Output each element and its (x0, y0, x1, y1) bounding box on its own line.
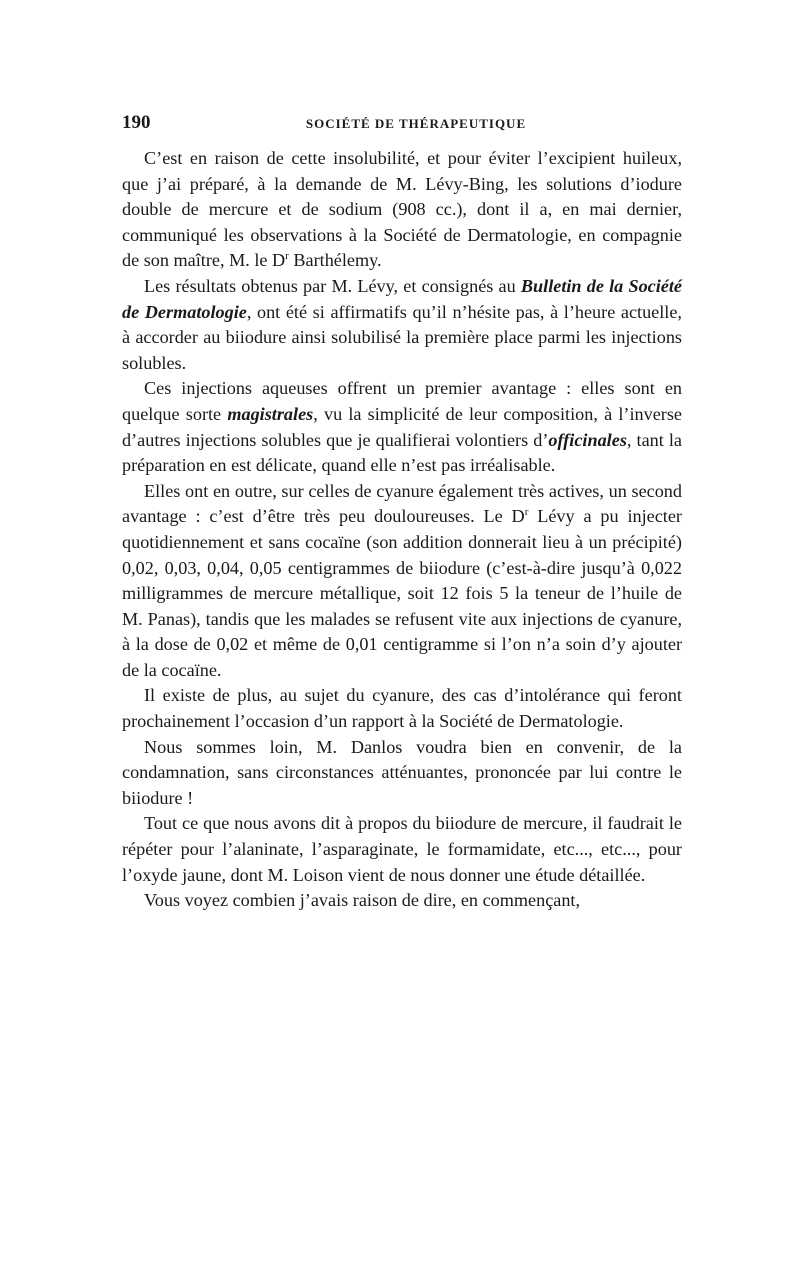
paragraph-2-text-a: Les résultats obtenus par M. Lévy, et consignés au (144, 275, 521, 296)
paragraph-4 (122, 479, 682, 684)
paragraph-1-end: Barthélemy. (288, 250, 382, 271)
body-text (122, 146, 682, 914)
page-number: 190 (122, 112, 151, 133)
running-title: SOCIÉTÉ DE THÉRAPEUTIQUE (305, 116, 527, 131)
superscript: r (524, 506, 529, 519)
paragraph-3-text-a: Ces injections aqueuses offrent un premier avantage : elles sont en quelque sorte (122, 378, 682, 424)
paragraph-4-text-b: Lévy a pu injecter quotidiennement et sans cocaïne (son addition donnerait lieu à un précipité) 0,02, 0,03, 0,04, 0,05 centigrammes de biiodure (c’est-à-dire jusqu’à 0,022 milligrammes de mercure métallique, soit 12 fois 5 la teneur de l’huile de M. Panas), tandis que les malades se refusent vite aux injections de cyanure, à la dose de 0,02 et même de 0,01 centigramme si l’on n’a soin d’y ajouter de la cocaïne. (122, 506, 682, 680)
paragraph-2-text-b: , ont été si affirmatifs qu’il n’hésite pas, à l’heure actuelle, à accorder au biiodure ainsi solubilisé la première place parmi les injections solubles. (122, 301, 682, 373)
paragraph-7: Tout ce que nous avons dit à propos du biiodure de mercure, il faudrait le répéter pour l’alaninate, l’asparaginate, le formamidate, etc..., etc..., pour l’oxyde jaune, dont M. Loison vient de nous donner une étude détaillée. (122, 813, 682, 885)
paragraph-1 (122, 146, 682, 274)
emphasis-magistrales: magistrales (227, 403, 314, 424)
paragraph-8: Vous voyez combien j’avais raison de dire, en commençant, (144, 890, 581, 911)
paragraph-6: Nous sommes loin, M. Danlos voudra bien en convenir, de la condamnation, sans circonstances atténuantes, prononcée par lui contre le biiodure ! (122, 736, 682, 808)
book-page (122, 112, 682, 914)
paragraph-5: Il existe de plus, au sujet du cyanure, des cas d’intolérance qui feront prochainement l’occasion d’un rapport à la Société de Dermatologie. (122, 685, 682, 732)
emphasis-officinales: officinales (548, 429, 627, 450)
paragraph-1-text: C’est en raison de cette insolubilité, et pour éviter l’excipient huileux, que j’ai préparé, à la demande de M. Lévy-Bing, les solutions d’iodure double de mercure et de sodium (908 cc.), dont il a, en mai dernier, communiqué les observations à la Société de Dermatologie, en compagnie de son maître, M. le D (122, 148, 682, 271)
paragraph-3-text-b: , vu la simplicité de leur composition, à l’inverse d’autres injections solubles que je qualifierai volontiers d’ (122, 403, 682, 450)
paragraph-3-text-c: , tant la préparation en est délicate, quand elle n’est pas irréalisable. (122, 429, 682, 476)
paragraph-3 (122, 376, 682, 478)
paragraph-4-text-a: Elles ont en outre, sur celles de cyanure également très actives, un second avantage : c’est d’être très peu douloureuses. Le D (122, 480, 682, 527)
running-head (122, 112, 682, 146)
superscript: r (285, 250, 289, 263)
bulletin-title: Bulletin de la Société de Dermatologie (122, 275, 682, 322)
paragraph-2 (122, 274, 682, 376)
